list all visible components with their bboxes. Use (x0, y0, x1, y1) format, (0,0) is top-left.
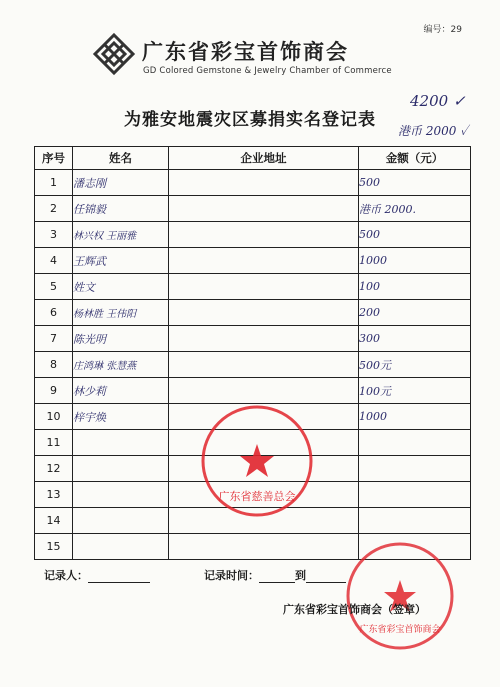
table-row (35, 300, 471, 326)
table-row (35, 378, 471, 404)
row-name: 庄鸿琳 张慧燕 (73, 352, 169, 378)
charity-seal-text: 广东省慈善总会 (218, 490, 296, 503)
record-time-field (204, 567, 346, 583)
form-title: 为雅安地震灾区募捐实名登记表 (124, 110, 376, 130)
header-name: 姓名 (73, 147, 169, 170)
row-name (73, 430, 169, 456)
row-amount: 100 (359, 274, 471, 300)
row-amount: 500 (359, 222, 471, 248)
row-address (169, 300, 359, 326)
row-no: 14 (35, 508, 73, 534)
row-name: 梓宇焕 (73, 404, 169, 430)
row-no: 7 (35, 326, 73, 352)
row-address (169, 326, 359, 352)
row-no: 13 (35, 482, 73, 508)
row-amount (359, 430, 471, 456)
org-name-en: GD Colored Gemstone & Jewelry Chamber of Commerce (143, 66, 392, 76)
chamber-seal-icon (344, 540, 456, 652)
table-row (35, 352, 471, 378)
time-start-blank (259, 570, 295, 583)
row-name: 王辉武 (73, 248, 169, 274)
row-name: 陈光明 (73, 326, 169, 352)
recorder-label: 记录人： (44, 569, 88, 582)
row-amount (359, 482, 471, 508)
row-address (169, 222, 359, 248)
row-amount: 500 (359, 170, 471, 196)
table-row (35, 170, 471, 196)
row-no: 11 (35, 430, 73, 456)
row-name: 潘志刚 (73, 170, 169, 196)
row-no: 5 (35, 274, 73, 300)
recorder-field (44, 567, 150, 583)
row-name: 任锦毅 (73, 196, 169, 222)
row-no: 15 (35, 534, 73, 560)
row-no: 4 (35, 248, 73, 274)
table-row (35, 274, 471, 300)
row-name (73, 508, 169, 534)
header-address: 企业地址 (169, 147, 359, 170)
row-address (169, 170, 359, 196)
row-no: 3 (35, 222, 73, 248)
row-no: 10 (35, 404, 73, 430)
table-row (35, 222, 471, 248)
chamber-seal-text: 广东省彩宝首饰商会 (359, 625, 441, 635)
row-name (73, 534, 169, 560)
row-name: 林兴权 王丽雅 (73, 222, 169, 248)
row-name (73, 482, 169, 508)
row-amount (359, 456, 471, 482)
row-amount (359, 508, 471, 534)
row-address (169, 248, 359, 274)
row-address (169, 378, 359, 404)
table-row (35, 196, 471, 222)
charity-seal-icon (198, 402, 316, 520)
signer-label: 广东省彩宝首饰商会（签章） (283, 603, 426, 616)
row-no: 6 (35, 300, 73, 326)
row-no: 9 (35, 378, 73, 404)
row-amount: 港币 2000. (359, 196, 471, 222)
page-number: 编号：29 (423, 25, 462, 35)
row-name (73, 456, 169, 482)
time-label: 记录时间： (204, 569, 259, 582)
table-row (35, 248, 471, 274)
row-amount: 1000 (359, 248, 471, 274)
row-address (169, 274, 359, 300)
row-name: 姓文 (73, 274, 169, 300)
row-name: 林少莉 (73, 378, 169, 404)
row-no: 2 (35, 196, 73, 222)
header-amount: 金额（元） (359, 147, 471, 170)
row-amount: 1000 (359, 404, 471, 430)
time-end-blank (306, 570, 346, 583)
recorder-blank (88, 570, 150, 583)
row-address (169, 196, 359, 222)
margin-note-total: 4200 ✓ (410, 92, 466, 110)
row-amount: 500元 (359, 352, 471, 378)
header-no: 序号 (35, 147, 73, 170)
table-row (35, 326, 471, 352)
row-no: 1 (35, 170, 73, 196)
row-address (169, 534, 359, 560)
row-name: 杨林胜 王伟阳 (73, 300, 169, 326)
row-no: 8 (35, 352, 73, 378)
row-amount: 300 (359, 326, 471, 352)
chamber-logo-icon (92, 32, 136, 76)
row-amount: 100元 (359, 378, 471, 404)
org-name-cn: 广东省彩宝首饰商会 (142, 40, 349, 64)
row-address (169, 352, 359, 378)
row-no: 12 (35, 456, 73, 482)
row-amount: 200 (359, 300, 471, 326)
time-to-label: 到 (295, 569, 306, 582)
margin-note-hkd: 港币 2000 ✓ (398, 124, 468, 138)
table-header-row (35, 147, 471, 170)
